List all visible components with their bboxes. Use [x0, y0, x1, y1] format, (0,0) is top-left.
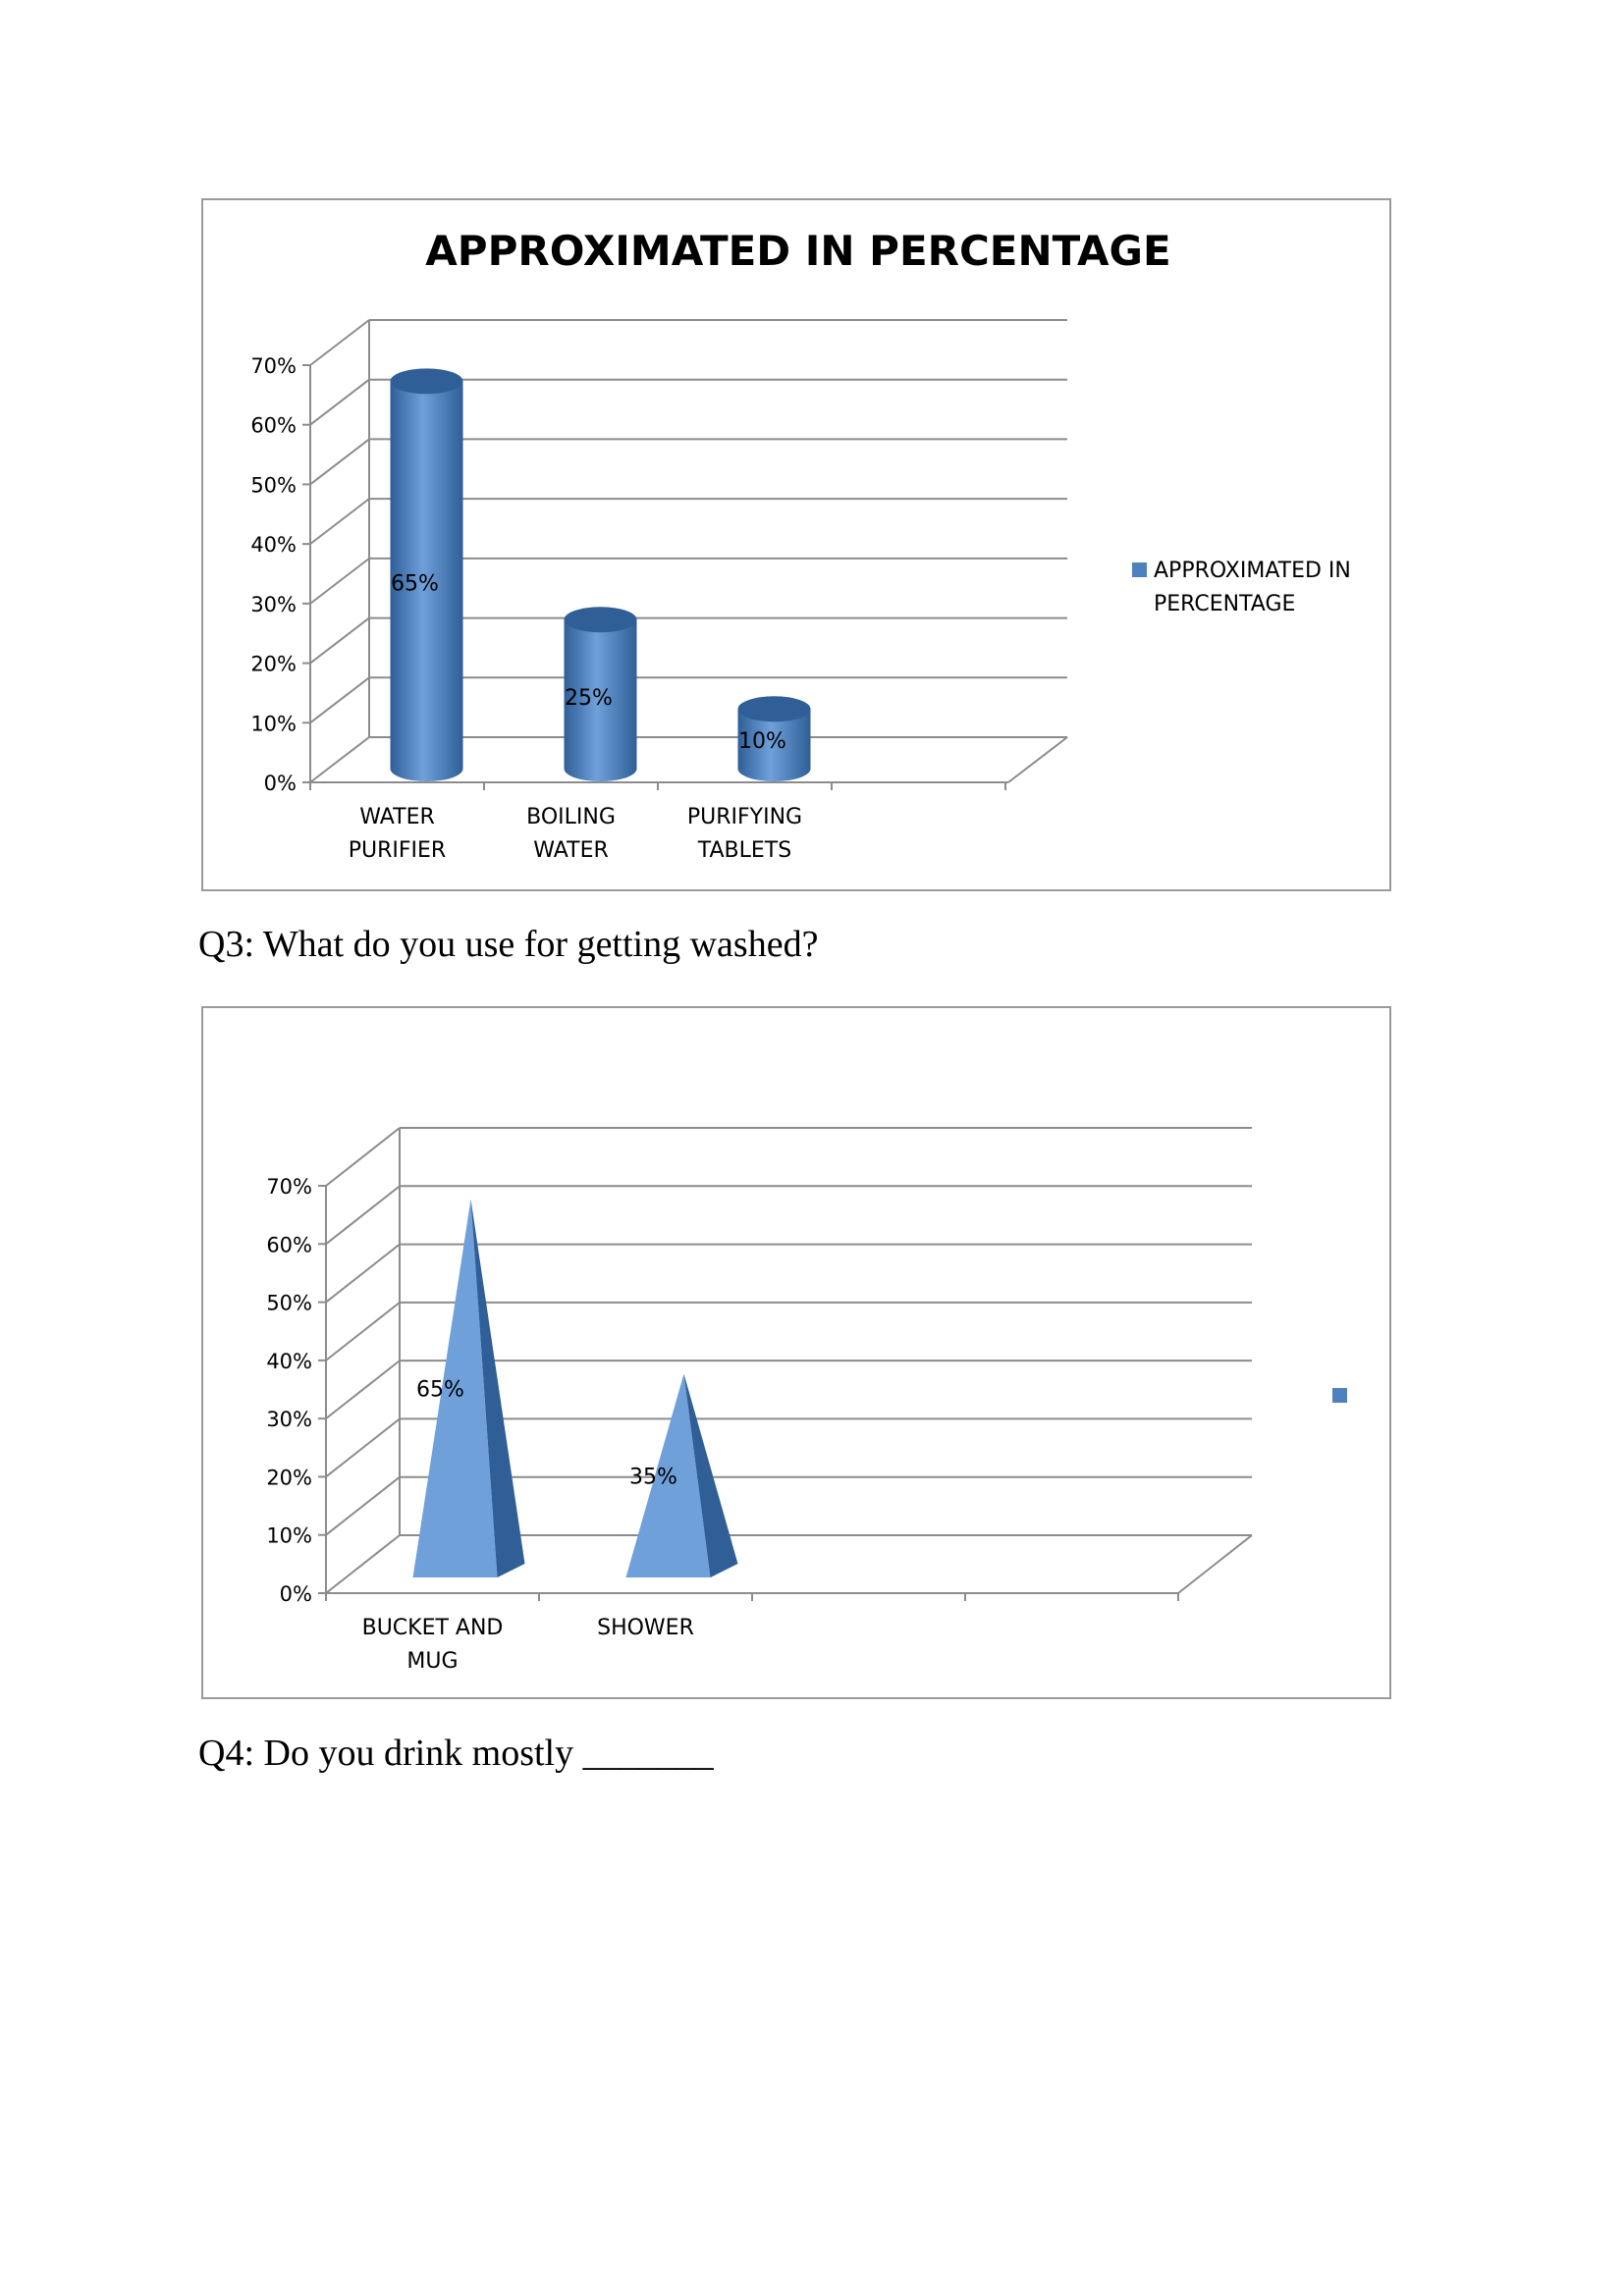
chart-2-legend	[1332, 1388, 1347, 1403]
chart-1-legend-label: PERCENTAGE	[1154, 592, 1296, 616]
chart-2-data-label-1: 35%	[629, 1465, 677, 1490]
chart-1-bar-top	[565, 607, 637, 632]
chart-1-data-label-1: 25%	[565, 686, 613, 712]
chart-2-svg	[203, 1008, 1393, 1701]
chart-2-y-tick-label: 60%	[266, 1233, 312, 1257]
chart-1-gridline-side	[310, 439, 369, 484]
chart-2-gridline-side	[326, 1303, 400, 1361]
chart-2-gridline-side	[326, 1535, 400, 1593]
chart-1-y-tick-label: 10%	[250, 712, 297, 736]
chart-2-gridline-side	[326, 1418, 400, 1476]
chart-1-bar-top	[738, 696, 811, 721]
chart-1-gridline-side	[310, 320, 369, 365]
chart-2-floor-side	[1178, 1535, 1252, 1593]
chart-1-x-label-1: BOILING	[526, 805, 616, 829]
chart-1-y-tick-label: 30%	[250, 592, 297, 616]
chart-2-y-tick-label: 40%	[266, 1349, 312, 1373]
chart-1-gridline-side	[310, 618, 369, 664]
chart-2-gridline-side	[326, 1186, 400, 1244]
chart-1-gridline-side	[310, 737, 369, 782]
chart-1-gridline-side	[310, 380, 369, 425]
chart-1-title: APPROXIMATED IN PERCENTAGE	[425, 227, 1171, 275]
chart-1-data-label-2: 10%	[738, 728, 786, 754]
chart-1-y-tick-label: 50%	[250, 473, 297, 498]
chart-washing-method	[201, 1006, 1391, 1699]
chart-1-x-label-0: WATER	[359, 805, 435, 829]
chart-1-legend-label: APPROXIMATED IN	[1154, 559, 1351, 583]
chart-1-gridline-side	[310, 677, 369, 722]
chart-2-y-tick-label: 10%	[266, 1523, 312, 1548]
chart-1-bar-top	[391, 368, 463, 394]
chart-1-x-label-2: PURIFYING	[686, 805, 803, 829]
chart-1-gridline-side	[310, 559, 369, 604]
chart-2-y-tick-label: 50%	[266, 1291, 312, 1315]
chart-2-x-label-0: BUCKET AND	[361, 1616, 504, 1640]
question-q3: Q3: What do you use for getting washed?	[198, 924, 819, 965]
chart-1-x-label-1: WATER	[533, 838, 609, 863]
chart-2-y-tick-label: 30%	[266, 1408, 312, 1432]
chart-2-data-label-0: 65%	[416, 1377, 464, 1403]
chart-1-bar-base	[738, 756, 811, 781]
chart-1-legend	[1132, 559, 1351, 616]
chart-1-gridline-side	[310, 499, 369, 544]
chart-2-x-label-0: MUG	[406, 1649, 459, 1674]
chart-1-data-label-0: 65%	[391, 571, 439, 597]
chart-1-x-label-2: TABLETS	[697, 838, 792, 863]
chart-2-y-tick-label: 20%	[266, 1466, 312, 1490]
chart-2-gridline-side	[326, 1128, 400, 1186]
chart-1-y-tick-label: 0%	[263, 772, 297, 795]
chart-1-y-tick-label: 60%	[250, 413, 297, 438]
chart-1-bar-base	[391, 756, 463, 781]
chart-1-y-tick-label: 20%	[250, 652, 297, 676]
question-q4: Q4: Do you drink mostly _______	[198, 1733, 714, 1774]
chart-1-x-label-0: PURIFIER	[348, 838, 447, 863]
chart-1-y-tick-label: 70%	[250, 354, 297, 378]
chart-2-y-tick-label: 70%	[266, 1175, 312, 1199]
chart-2-legend-swatch	[1332, 1388, 1347, 1403]
chart-2-gridline-side	[326, 1477, 400, 1535]
chart-2-y-tick-label: 0%	[279, 1582, 312, 1606]
chart-1-bar-base	[565, 756, 637, 781]
chart-2-gridline-side	[326, 1245, 400, 1303]
chart-1-y-tick-label: 40%	[250, 533, 297, 558]
chart-water-treatment	[201, 198, 1391, 891]
chart-2-gridline-side	[326, 1361, 400, 1418]
chart-2-x-label-1: SHOWER	[597, 1616, 694, 1640]
chart-1-floor-side	[1008, 737, 1067, 782]
chart-1-svg	[203, 200, 1393, 893]
chart-1-legend-swatch	[1132, 562, 1147, 577]
